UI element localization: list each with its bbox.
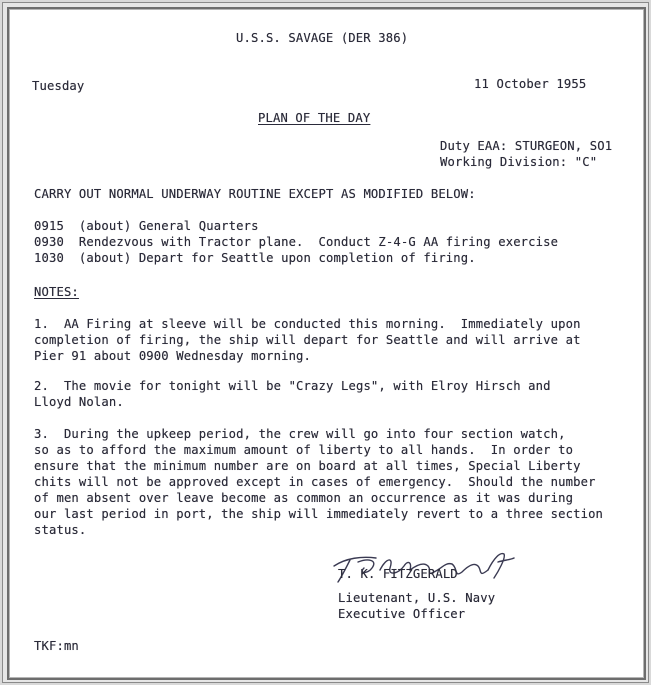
note-line: our last period in port, the ship will immediately revert to a three section xyxy=(34,507,604,521)
note-line: chits will not be approved except in cases of emergency. Should the number xyxy=(34,475,596,489)
ship-heading: U.S.S. SAVAGE (DER 386) xyxy=(236,31,409,45)
note-line: 2. The movie for tonight will be "Crazy Legs", with Elroy Hirsch and xyxy=(34,379,551,393)
note-line: 3. During the upkeep period, the crew will go into four section watch, xyxy=(34,427,566,441)
schedule-item: 1030 (about) Depart for Seattle upon completion of firing. xyxy=(34,251,476,265)
schedule-item: 0930 Rendezvous with Tractor plane. Conduct Z-4-G AA firing exercise xyxy=(34,235,559,249)
document-title: PLAN OF THE DAY xyxy=(258,111,371,125)
routine-directive: CARRY OUT NORMAL UNDERWAY ROUTINE EXCEPT AS MODIFIED BELOW: xyxy=(34,187,476,201)
note-line: status. xyxy=(34,523,87,537)
note-line: ensure that the minimum number are on board at all times, Special Liberty xyxy=(34,459,581,473)
date-label: 11 October 1955 xyxy=(474,77,587,91)
schedule-item: 0915 (about) General Quarters xyxy=(34,219,259,233)
reference-initials: TKF:mn xyxy=(34,639,79,653)
duty-eaa: Duty EAA: STURGEON, SO1 xyxy=(440,139,613,153)
working-division: Working Division: "C" xyxy=(440,155,598,169)
note-line: Pier 91 about 0900 Wednesday morning. xyxy=(34,349,312,363)
note-line: 1. AA Firing at sleeve will be conducted this morning. Immediately upon xyxy=(34,317,581,331)
notes-heading: NOTES: xyxy=(34,285,79,299)
note-line: of men absent over leave become as common an occurrence as it was during xyxy=(34,491,574,505)
note-line: Lloyd Nolan. xyxy=(34,395,124,409)
note-line: completion of firing, the ship will depart for Seattle and will arrive at xyxy=(34,333,581,347)
signer-rank: Lieutenant, U.S. Navy xyxy=(338,591,496,605)
signer-title: Executive Officer xyxy=(338,607,466,621)
note-line: so as to afford the maximum amount of liberty to all hands. In order to xyxy=(34,443,574,457)
signer-name: T. K. FITZGERALD xyxy=(338,567,458,581)
day-label: Tuesday xyxy=(32,79,85,93)
